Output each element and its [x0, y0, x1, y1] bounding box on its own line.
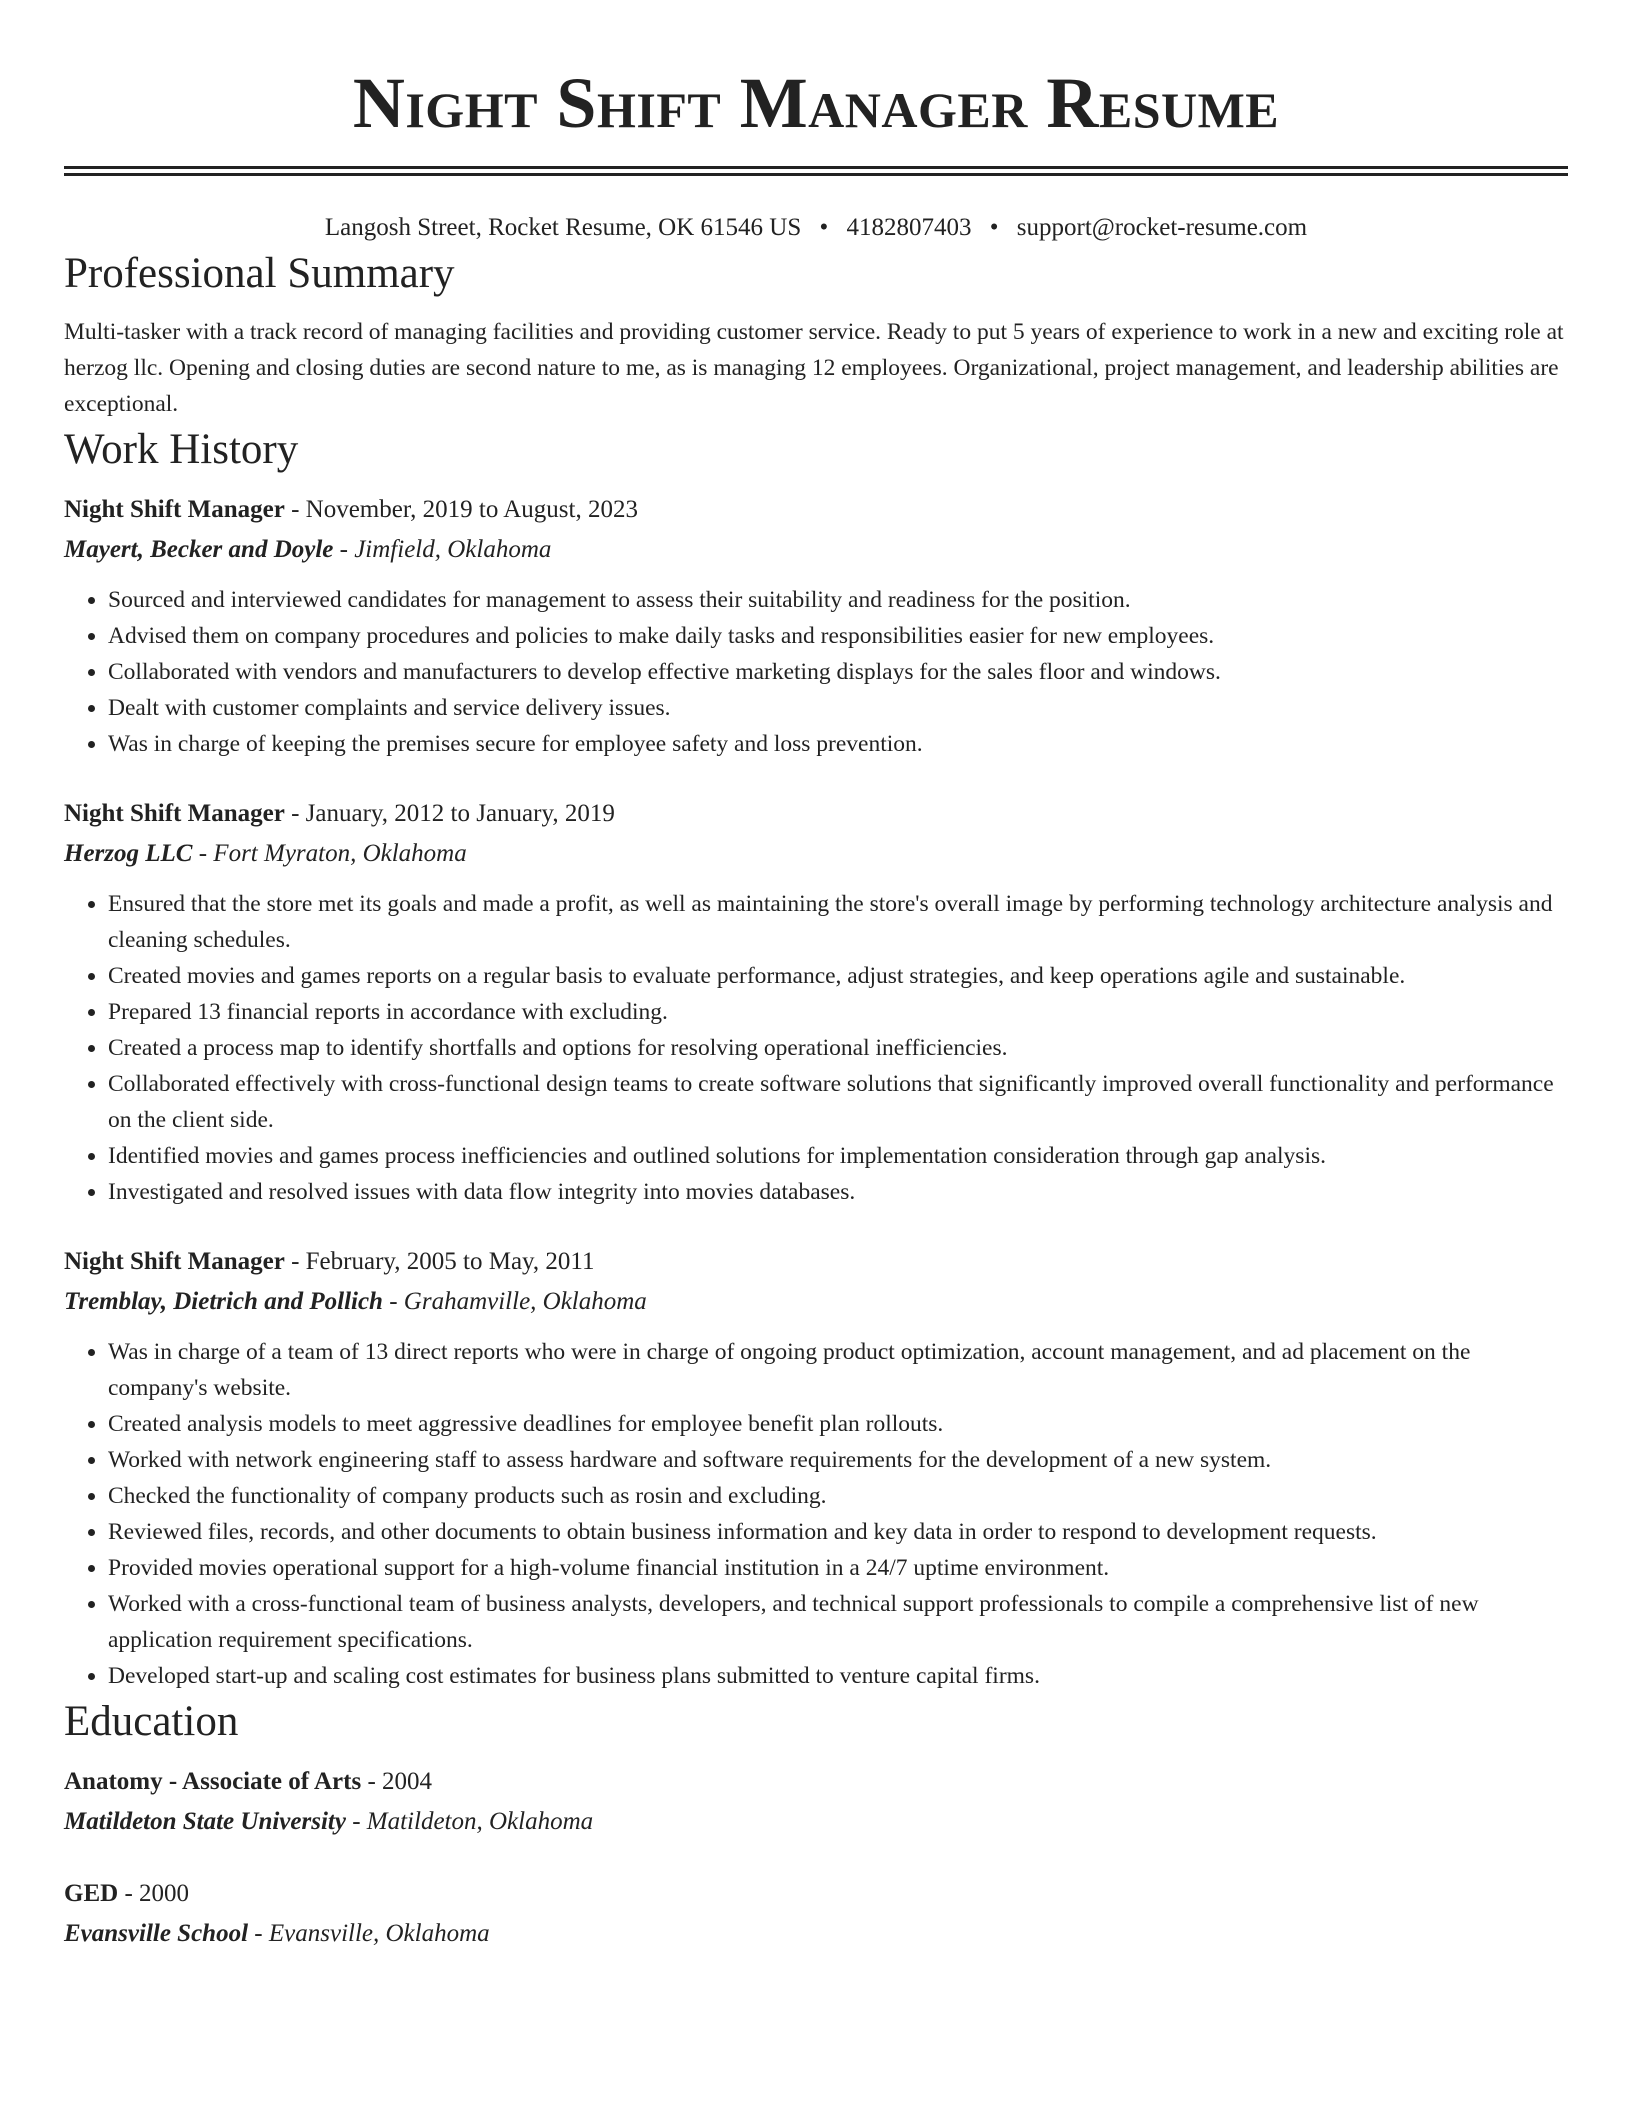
work-history-heading: Work History [64, 426, 299, 473]
summary-text: Multi-tasker with a track record of managing facilities and providing customer service. Ready to put 5 years of experience to work in a new and exciting role at herzog llc. Opening and closing duties are second nature to me, as is managing 12 employees. Organizational, project management, and leadership abilities are exceptional. [64, 319, 1564, 417]
education-entry [64, 1874, 1568, 1954]
job-dates: - November, 2019 to August, 2023 [284, 496, 638, 523]
title-double-rule [64, 166, 1568, 176]
job-location: - Grahamville, Oklahoma [382, 1288, 647, 1315]
job-company: Herzog LLC [64, 840, 193, 867]
job-role: Night Shift Manager [64, 800, 285, 827]
contact-address: Langosh Street, Rocket Resume, OK 61546 US [324, 214, 802, 241]
company-line [64, 1282, 1568, 1322]
list-item: • Created movies and games reports on a regular basis to evaluate performance, adjust strategies, and keep operations agile and sustainable. [108, 958, 1568, 994]
list-item: • Collaborated with vendors and manufacturers to develop effective marketing displays for the sales floor and windows. [108, 654, 1568, 690]
degree-year: - 2000 [118, 1880, 190, 1907]
degree-name: GED [64, 1880, 119, 1907]
job-title-line [64, 794, 1568, 834]
company-line [64, 530, 1568, 570]
education-heading: Education [64, 1698, 239, 1745]
degree-name: Anatomy - Associate of Arts [64, 1768, 362, 1795]
job-company: Tremblay, Dietrich and Pollich [64, 1288, 383, 1315]
bullet-separator: • [819, 214, 829, 241]
job-entry [64, 794, 1568, 1210]
list-item: • Was in charge of a team of 13 direct reports who were in charge of ongoing product optimization, account management, and ad placement on the company's website. [108, 1334, 1568, 1406]
list-item: • Developed start-up and scaling cost estimates for business plans submitted to venture capital firms. [108, 1658, 1568, 1694]
contact-phone: 4182807403 [846, 214, 972, 241]
job-company: Mayert, Becker and Doyle [64, 536, 334, 563]
job-entry [64, 490, 1568, 762]
list-item: • Provided movies operational support for a high-volume financial institution in a 24/7 uptime environment. [108, 1550, 1568, 1586]
list-item: • Checked the functionality of company products such as rosin and excluding. [108, 1478, 1568, 1514]
list-item: • Collaborated effectively with cross-functional design teams to create software solutions that significantly improved overall functionality and performance on the client side. [108, 1066, 1568, 1138]
list-item: • Prepared 13 financial reports in accordance with excluding. [108, 994, 1568, 1030]
list-item: • Created a process map to identify shortfalls and options for resolving operational inefficiencies. [108, 1030, 1568, 1066]
school-line [64, 1914, 1568, 1954]
school-name: Evansville School [64, 1920, 249, 1947]
list-item: • Was in charge of keeping the premises secure for employee safety and loss prevention. [108, 726, 1568, 762]
job-bullets [64, 1334, 1568, 1694]
list-item: • Sourced and interviewed candidates for management to assess their suitability and readiness for the position. [108, 582, 1568, 618]
job-location: - Fort Myraton, Oklahoma [192, 840, 467, 867]
job-role: Night Shift Manager [64, 1248, 285, 1275]
list-item: • Ensured that the store met its goals and made a profit, as well as maintaining the store's overall image by performing technology architecture analysis and cleaning schedules. [108, 886, 1568, 958]
contact-email: support@rocket-resume.com [1016, 214, 1308, 241]
job-location: - Jimfield, Oklahoma [333, 536, 552, 563]
school-location: - Matildeton, Oklahoma [345, 1808, 594, 1835]
degree-line [64, 1762, 1568, 1802]
job-bullets [64, 582, 1568, 762]
job-bullets [64, 886, 1568, 1210]
job-dates: - February, 2005 to May, 2011 [284, 1248, 595, 1275]
school-name: Matildeton State University [64, 1808, 346, 1835]
list-item: • Worked with network engineering staff to assess hardware and software requirements for the development of a new system. [108, 1442, 1568, 1478]
summary-heading: Professional Summary [64, 250, 455, 297]
job-role: Night Shift Manager [64, 496, 285, 523]
resume-title: Night Shift Manager Resume [352, 63, 1280, 143]
list-item: • Worked with a cross-functional team of business analysts, developers, and technical support professionals to compile a comprehensive list of new application requirement specifications. [108, 1586, 1568, 1658]
contact-line [64, 210, 1568, 246]
list-item: • Dealt with customer complaints and service delivery issues. [108, 690, 1568, 726]
list-item: • Investigated and resolved issues with data flow integrity into movies databases. [108, 1174, 1568, 1210]
list-item: • Reviewed files, records, and other documents to obtain business information and key data in order to respond to development requests. [108, 1514, 1568, 1550]
degree-year: - 2004 [361, 1768, 433, 1795]
degree-line [64, 1874, 1568, 1914]
school-line [64, 1802, 1568, 1842]
list-item: • Advised them on company procedures and policies to make daily tasks and responsibilities easier for new employees. [108, 618, 1568, 654]
bullet-separator: • [989, 214, 999, 241]
job-dates: - January, 2012 to January, 2019 [284, 800, 615, 827]
job-title-line [64, 490, 1568, 530]
list-item: • Created analysis models to meet aggressive deadlines for employee benefit plan rollouts. [108, 1406, 1568, 1442]
job-title-line [64, 1242, 1568, 1282]
school-location: - Evansville, Oklahoma [248, 1920, 490, 1947]
job-entry [64, 1242, 1568, 1694]
list-item: • Identified movies and games process inefficiencies and outlined solutions for implementation consideration through gap analysis. [108, 1138, 1568, 1174]
company-line [64, 834, 1568, 874]
education-entry [64, 1762, 1568, 1842]
